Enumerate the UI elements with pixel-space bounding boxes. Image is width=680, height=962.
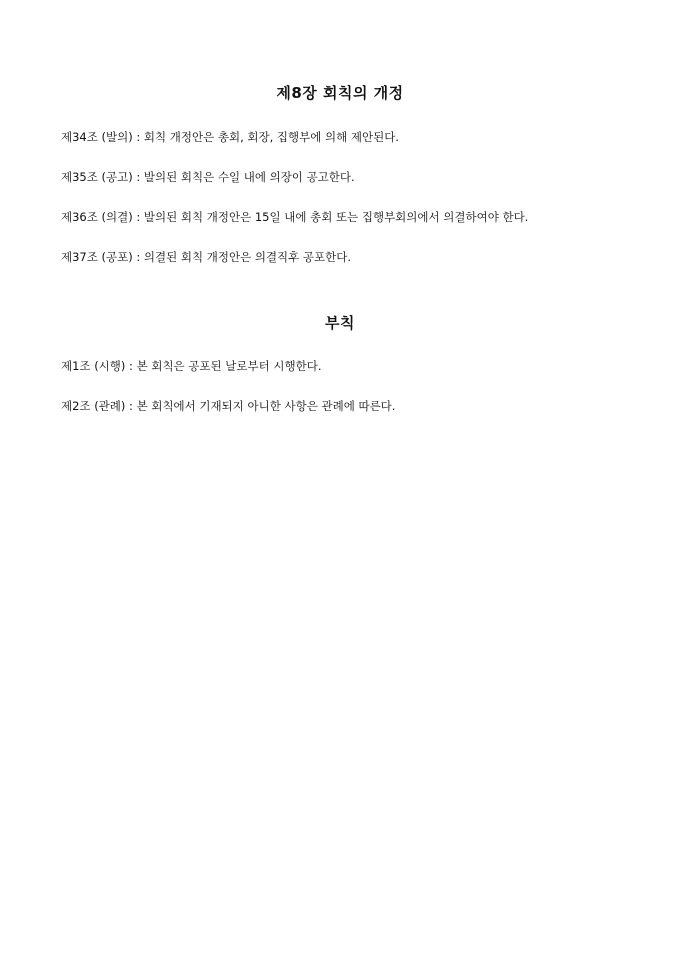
supplementary-article-2: 제2조 (관례) : 본 회칙에서 기재되지 아니한 사항은 관례에 따른다.	[61, 399, 396, 413]
supplementary-article-1: 제1조 (시행) : 본 회칙은 공포된 날로부터 시행한다.	[61, 359, 322, 373]
article-35: 제35조 (공고) : 발의된 회칙은 수일 내에 의장이 공고한다.	[61, 170, 355, 184]
article-36: 제36조 (의결) : 발의된 회칙 개정안은 15일 내에 총회 또는 집행부회의에서 의결하여야 한다.	[61, 210, 529, 224]
supplementary-title: 부칙	[325, 314, 355, 332]
chapter-8-title: 제8장 회칙의 개정	[276, 84, 404, 102]
article-37: 제37조 (공포) : 의결된 회칙 개정안은 의결직후 공포한다.	[61, 250, 352, 264]
article-34: 제34조 (발의) : 회칙 개정안은 총회, 회장, 집행부에 의해 제안된다.	[61, 130, 399, 144]
